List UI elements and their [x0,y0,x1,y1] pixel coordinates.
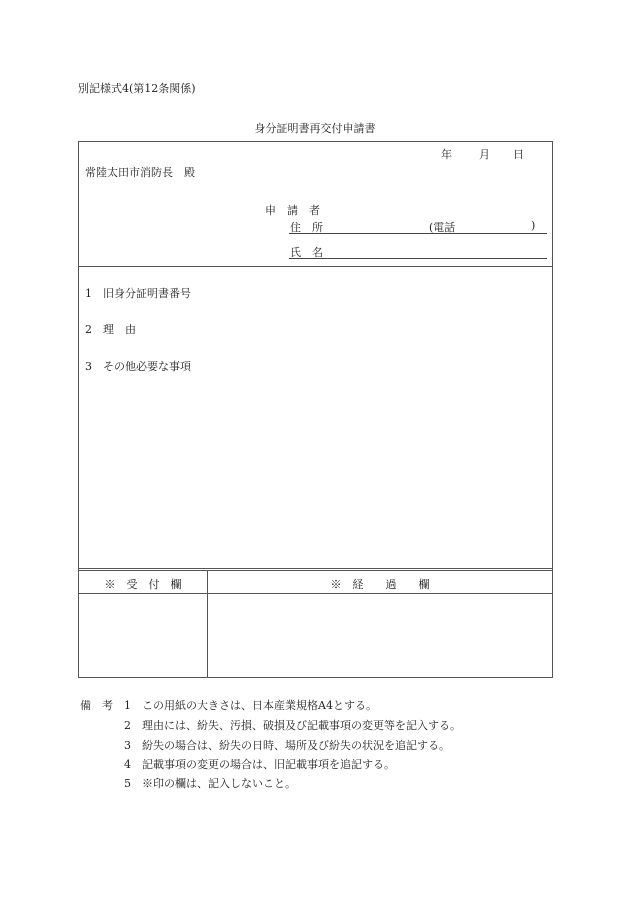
date-year: 年 [441,148,452,161]
notes-label: 備 考 [80,699,113,712]
note-line: 1 この用紙の大きさは、日本産業規格A4とする。 [124,699,377,712]
date-month: 月 [479,148,490,161]
addressee: 常陸太田市消防長 殿 [85,166,195,179]
application-form-box [78,141,553,678]
applicant-label: 申 請 者 [265,204,320,217]
item-reason: 2 理 由 [85,323,136,336]
date-day: 日 [513,148,524,161]
address-field-line[interactable] [289,233,547,234]
progress-header: ※ 経 過 欄 [330,578,430,591]
header-divider [79,593,552,594]
note-line: 4 記載事項の変更の場合は、旧記載事項を追記する。 [124,758,395,771]
divider-double [79,568,552,571]
name-label: 氏 名 [290,246,323,259]
name-field-line[interactable] [289,258,547,259]
note-line: 5 ※印の欄は、記入しないこと。 [124,777,296,790]
note-line: 2 理由には、紛失、汚損、破損及び記載事項の変更等を記入する。 [124,719,461,732]
document-title: 身分証明書再交付申請書 [254,122,376,135]
divider [79,266,552,267]
form-reference: 別記様式4(第12条関係) [78,82,196,95]
item-other: 3 その他必要な事項 [85,360,191,373]
address-label: 住 所 [290,221,323,234]
note-line: 3 紛失の場合は、紛失の日時、場所及び紛失の状況を追記する。 [124,739,450,752]
phone-label: (電話 [429,221,456,234]
item-old-id-number: 1 旧身分証明書番号 [85,287,191,300]
phone-close: ) [531,219,536,232]
reception-header: ※ 受 付 欄 [104,578,182,591]
